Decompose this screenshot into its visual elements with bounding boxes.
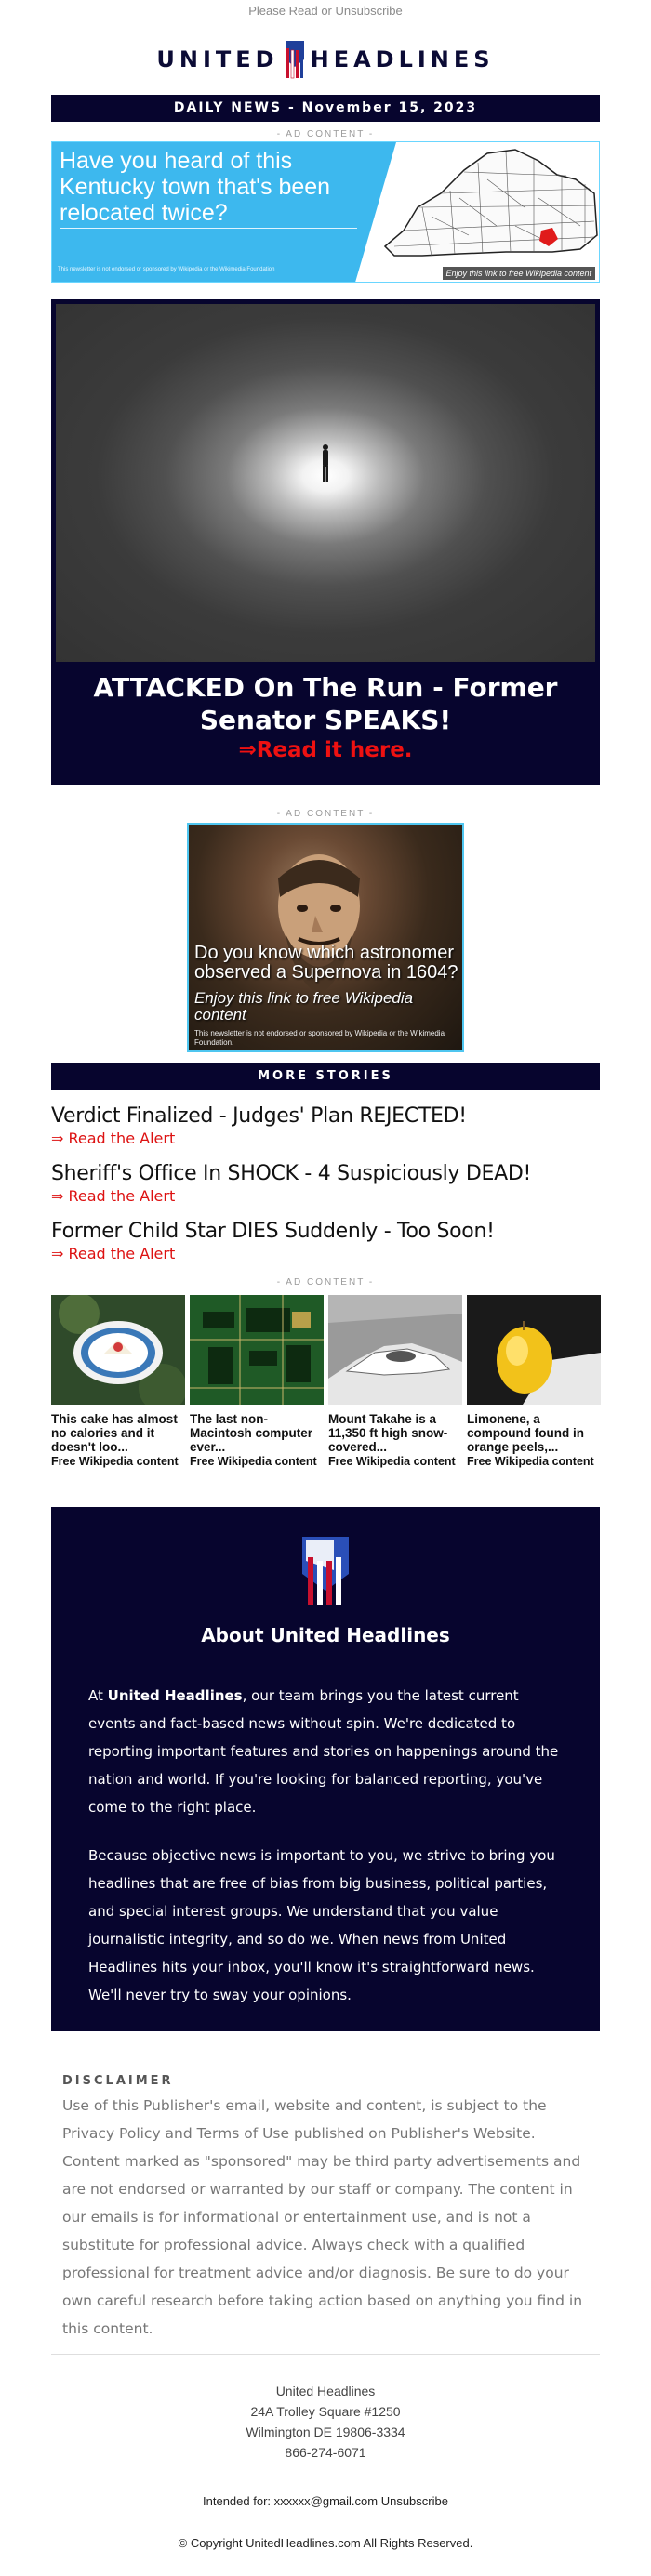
top-links-separator: or [321, 4, 332, 18]
disclaimer-title: DISCLAIMER [62, 2074, 174, 2088]
about-title: About United Headlines [201, 1624, 450, 1646]
shield-flag-icon [283, 39, 307, 80]
astro-question: Do you know which astronomer observed a Supernova in 1604? [194, 943, 458, 983]
footer-divider [51, 2354, 600, 2355]
story-headline[interactable]: Former Child Star DIES Suddenly - Too Soon! [51, 1220, 495, 1243]
hero-story[interactable] [51, 299, 600, 785]
ad-label: - AD CONTENT - [276, 129, 375, 139]
top-links [0, 0, 651, 28]
story-alert-link[interactable]: ⇒ Read the Alert [51, 1129, 176, 1147]
disclaimer-text: Use of this Publisher's email, website and content, is subject to the Privacy Policy and Terms of Use published on Publisher's Website. Content marked as "sponsored" may be third party advertisements and are not endorsed or warranted by our staff or company. The content in our emails is for informational or entertainment use, and is not a substitute for professional advice. Always check with a qualified professional for treatment advice and/or diagnosis. Be sure to do your own careful research before taking action based on anything you find in this content. [62, 2097, 583, 2337]
about-paragraph-2: Because objective news is important to you, we strive to bring you headlines that are free of bias from big business, political parties, and special interest groups. We understand that you value journalistic integrity, and so do we. When news from United Headlines hits your inbox, you'll know it's straightforward news. We'll never try to sway your opinions. [88, 1847, 555, 2003]
footer-unsubscribe-link[interactable]: Unsubscribe [380, 2494, 448, 2508]
brand-word-right: HEADLINES [310, 46, 495, 73]
lemon-icon [467, 1295, 601, 1405]
more-stories-bar: MORE STORIES [51, 1063, 600, 1090]
publisher-address [0, 2381, 651, 2463]
address-name: United Headlines [275, 2384, 376, 2398]
about-paragraph-1 [88, 1682, 563, 1821]
read-online-link[interactable]: Please Read [248, 4, 318, 18]
thumb-ad-computer[interactable] [190, 1295, 324, 1468]
thumb-title[interactable]: Mount Takahe is a 11,350 ft high snow-covered... [328, 1412, 448, 1454]
thumb-source: Free Wikipedia content [190, 1455, 317, 1468]
address-street: 24A Trolley Square #1250 [250, 2404, 401, 2419]
astro-disclaimer: This newsletter is not endorsed or sponsored by Wikipedia or the Wikimedia Foundation. [194, 1029, 445, 1047]
about-p1-brand: United Headlines [107, 1687, 243, 1704]
daily-news-bar: DAILY NEWS - November 15, 2023 [51, 95, 600, 122]
intended-prefix: Intended for: [203, 2494, 272, 2508]
brand-header[interactable] [0, 32, 651, 87]
ad-caption[interactable]: Enjoy this link to free Wikipedia content [443, 267, 596, 280]
address-city: Wilmington DE 19806-3334 [246, 2424, 405, 2439]
brand-word-left: UNITED [156, 46, 279, 73]
about-p1-rest: , our team brings you the latest current events and fact-based news without spin. We're dedicated to reporting important features and stories on happenings around the nation and world. If you're looking for balanced reporting, you've come to the right place. [88, 1687, 559, 1816]
story-headline[interactable]: Sheriff's Office In SHOCK - 4 Suspiciously DEAD! [51, 1162, 531, 1185]
kentucky-map-icon [366, 142, 599, 283]
hero-tunnel-image[interactable] [56, 304, 595, 662]
thumb-ad-mountain[interactable] [328, 1295, 462, 1468]
ad-label-astro: - AD CONTENT - [276, 809, 375, 819]
ad-divider [60, 228, 357, 229]
person-silhouette-icon [320, 443, 331, 484]
story-alert-link[interactable]: ⇒ Read the Alert [51, 1245, 176, 1262]
intended-for [0, 2494, 651, 2508]
story-item[interactable] [51, 1104, 600, 1147]
story-item[interactable] [51, 1220, 600, 1262]
thumb-title[interactable]: Limonene, a compound found in orange peels,... [467, 1412, 584, 1454]
circuit-board-icon [190, 1295, 324, 1405]
about-section [51, 1507, 600, 2031]
story-item[interactable] [51, 1162, 600, 1205]
thumbnail-ads [51, 1295, 600, 1468]
shield-flag-icon [297, 1533, 354, 1609]
ad-disclaimer: This newsletter is not endorsed or sponsored by Wikipedia or the Wikimedia Foundation [58, 267, 275, 272]
thumb-source: Free Wikipedia content [467, 1455, 594, 1468]
disclaimer-section [51, 2074, 600, 2343]
top-unsubscribe-link[interactable]: Unsubscribe [335, 4, 403, 18]
story-alert-link[interactable]: ⇒ Read the Alert [51, 1187, 176, 1205]
kentucky-ad-banner[interactable] [51, 141, 600, 283]
thumb-ad-cake[interactable] [51, 1295, 185, 1468]
astronomer-ad[interactable] [187, 823, 464, 1052]
astro-cta[interactable]: Enjoy this link to free Wikipedia content [194, 989, 414, 1024]
copyright: © Copyright UnitedHeadlines.com All Rights Reserved. [178, 2536, 473, 2550]
address-phone: 866-274-6071 [285, 2445, 366, 2460]
story-headline[interactable]: Verdict Finalized - Judges' Plan REJECTED! [51, 1104, 467, 1128]
thumb-source: Free Wikipedia content [328, 1455, 456, 1468]
story-list [51, 1104, 600, 1262]
hero-headline[interactable]: ATTACKED On The Run - Former Senator SPEAKS! [93, 672, 558, 735]
hero-read-link[interactable]: ⇒Read it here. [238, 738, 413, 762]
thumb-title[interactable]: This cake has almost no calories and it doesn't loo... [51, 1412, 178, 1454]
intended-email: xxxxxx@gmail.com [273, 2494, 379, 2508]
thumb-source: Free Wikipedia content [51, 1455, 179, 1468]
snow-mountain-icon [328, 1295, 462, 1405]
thumb-ad-limonene[interactable] [467, 1295, 601, 1468]
cake-plate-icon [51, 1295, 185, 1405]
about-p1-prefix: At [88, 1687, 108, 1704]
thumb-title[interactable]: The last non-Macintosh computer ever... [190, 1412, 313, 1454]
ad-question: Have you heard of this Kentucky town that's been relocated twice? [60, 148, 331, 226]
ad-label-thumbs: - AD CONTENT - [276, 1277, 375, 1288]
